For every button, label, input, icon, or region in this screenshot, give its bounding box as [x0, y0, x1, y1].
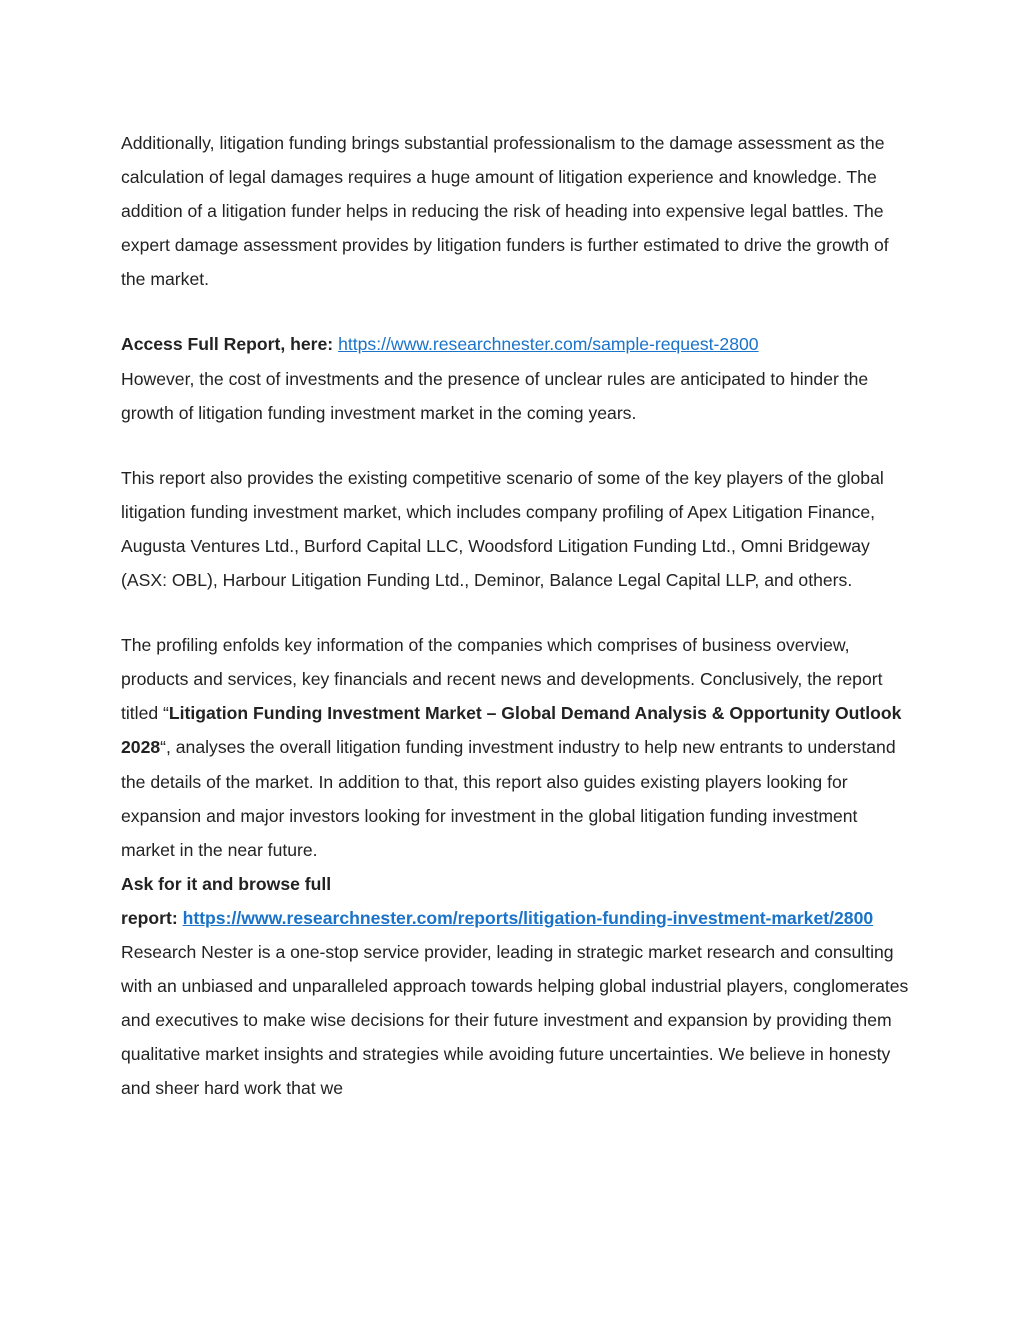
paragraph-damage-assessment: Additionally, litigation funding brings substantial professionalism to the damage assessment as the calculation of legal damages requires a huge amount of litigation experience and knowledge. The addition of a litigation funder helps in reducing the risk of heading into expensive legal battles. The expert damage assessment provides by litigation funders is further estimated to drive the growth of the market.	[121, 133, 889, 290]
ask-label-line1: Ask for it and browse full	[121, 873, 332, 894]
full-report-link[interactable]: https://www.researchnester.com/reports/litigation-funding-investment-market/2800	[182, 907, 874, 928]
paragraph-cost-investments: However, the cost of investments and the presence of unclear rules are anticipated to hinder the growth of litigation funding investment market in the coming years.	[121, 368, 869, 423]
sample-request-link[interactable]: https://www.researchnester.com/sample-request-2800	[338, 334, 759, 355]
access-report-label: Access Full Report, here:	[121, 334, 334, 355]
paragraph-key-players: This report also provides the existing competitive scenario of some of the key players of the global litigation funding investment market, which includes company profiling of Apex Litigation Finance, Augusta Ventures Ltd., Burford Capital LLC, Woodsford Litigation Funding Ltd., Omni Bridgeway (ASX: OBL), Harbour Litigation Funding Ltd., Deminor, Balance Legal Capital LLP, and others.	[121, 467, 884, 591]
paragraph-research-nester: Research Nester is a one-stop service provider, leading in strategic market research and consulting with an unbiased and unparalleled approach towards helping global industrial players, conglomerates and executives to make wise decisions for their future investment and expansion by providing them qualitative market insights and strategies while avoiding future uncertainties. We believe in honesty and sheer hard work that we	[121, 941, 909, 1099]
document-page	[121, 126, 911, 1105]
ask-label-line2: report:	[121, 907, 178, 928]
profiling-rest: “, analyses the overall litigation funding investment industry to help new entrants to understand the details of the market. In addition to that, this report also guides existing players looking for expansion and major investors looking for investment in the global litigation funding investment market in the near future.	[121, 737, 896, 860]
report-title: Litigation Funding Investment Market – Global Demand Analysis & Opportunity Outlook 2028	[121, 703, 902, 758]
access-report-paragraph	[121, 327, 911, 429]
profiling-intro: The profiling enfolds key information of the companies which comprises of business overview, products and services, key financials and recent news and developments. Conclusively, the report titled “	[121, 635, 883, 724]
paragraph-profiling	[121, 628, 911, 867]
ask-browse-paragraph	[121, 867, 911, 935]
